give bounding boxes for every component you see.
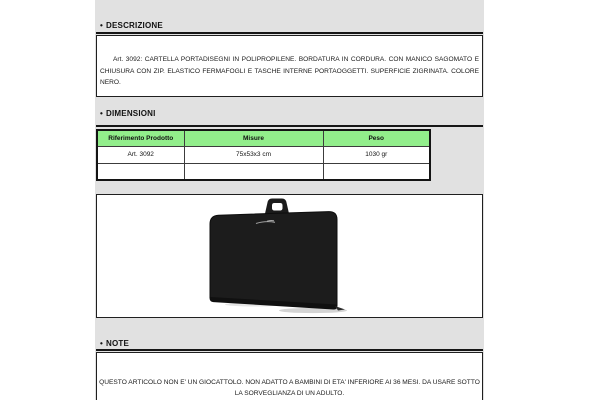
table-row	[97, 146, 430, 163]
case-body	[210, 212, 337, 309]
dimensions-table	[96, 129, 431, 181]
section-divider	[96, 125, 483, 127]
table-header-row	[97, 130, 430, 146]
spec-sheet-page	[95, 0, 484, 400]
section-title-descrizione	[100, 21, 163, 30]
table-row	[97, 163, 430, 180]
note-box	[96, 352, 483, 400]
section-divider	[96, 32, 483, 34]
cell-misure: 75x53x3 cm	[184, 146, 323, 163]
section-title-note	[100, 339, 129, 348]
header-misure: Misure	[184, 130, 323, 146]
cell-peso: 1030 gr	[323, 146, 430, 163]
bullet-icon: •	[100, 21, 104, 30]
portfolio-case-image	[195, 196, 365, 317]
bullet-icon: •	[100, 339, 104, 348]
description-text: Art. 3092: CARTELLA PORTADISEGNI IN POLIPROPILENE. BORDATURA IN CORDURA. CON MANICO SAGOMATO E CHIUSURA CON ZIP. ELASTICO FERMAFOGLI E TASCHE INTERNE PORTAOGGETTI. SUPERFICIE ZIGRINATA. COLORE NERO.	[100, 56, 479, 86]
bullet-icon: •	[100, 109, 104, 118]
product-image-box	[96, 194, 483, 318]
dimensioni-label: DIMENSIONI	[106, 109, 156, 118]
section-divider	[96, 349, 483, 351]
description-box	[96, 35, 483, 97]
cell-empty	[323, 163, 430, 180]
handle-hole	[272, 203, 283, 211]
cell-empty	[184, 163, 323, 180]
section-title-dimensioni	[100, 109, 156, 118]
cell-empty	[97, 163, 184, 180]
descrizione-label: DESCRIZIONE	[106, 21, 163, 30]
cell-riferimento: Art. 3092	[97, 146, 184, 163]
note-text: QUESTO ARTICOLO NON E' UN GIOCATTOLO. NON ADATTO A BAMBINI DI ETA' INFERIORE AI 36 MESI. DA USARE SOTTO LA SORVEGLIANZA DI UN ADULTO.	[99, 379, 480, 397]
header-riferimento-prodotto: Riferimento Prodotto	[97, 130, 184, 146]
note-label: NOTE	[106, 339, 130, 348]
header-peso: Peso	[323, 130, 430, 146]
